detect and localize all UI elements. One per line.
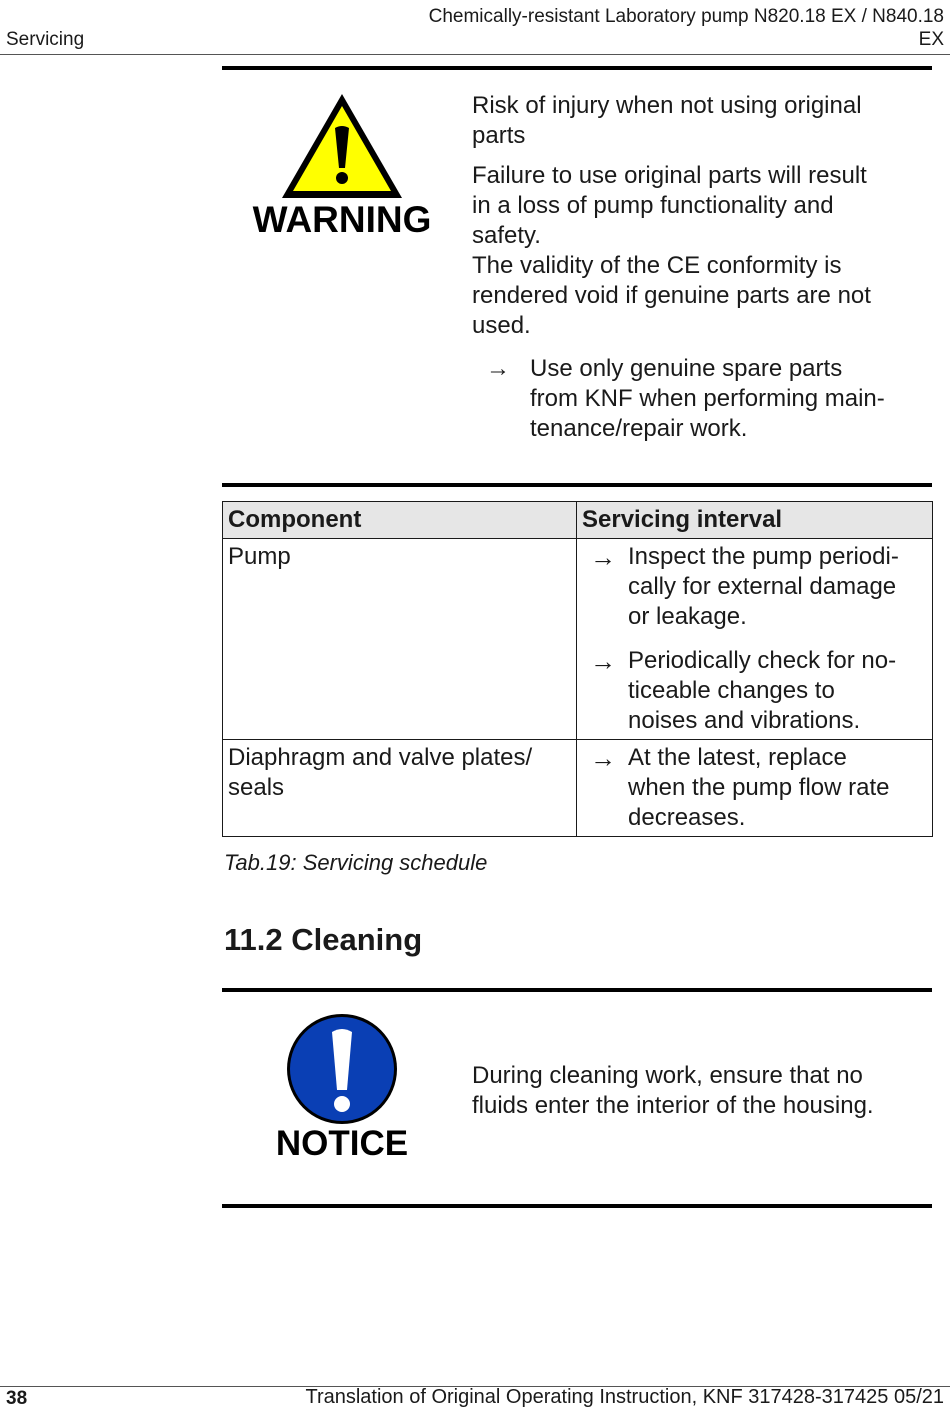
interval-line: decreases. xyxy=(628,804,746,831)
notice-label: NOTICE xyxy=(275,1124,409,1163)
table-header-row xyxy=(223,502,933,539)
warning-body-line: used. xyxy=(472,312,531,339)
component-cell xyxy=(223,539,577,740)
page-number: 38 xyxy=(6,1388,28,1409)
interval-cell xyxy=(577,539,933,740)
notice-body-line: During cleaning work, ensure that no xyxy=(472,1062,863,1089)
footer-text: Translation of Original Operating Instruction, KNF 317428-317425 05/21 xyxy=(305,1386,944,1408)
interval-line: when the pump flow rate xyxy=(628,774,890,801)
warning-label: WARNING xyxy=(252,199,432,240)
interval-line: cally for external damage xyxy=(628,573,897,600)
interval-line: Periodically check for no- xyxy=(628,647,897,674)
interval-item xyxy=(582,542,927,632)
interval-line: At the latest, replace xyxy=(628,744,847,771)
document-title-line1: Chemically-resistant Laboratory pump N820.18 EX / N840.18 xyxy=(428,6,944,27)
warning-action-line: from KNF when performing main- xyxy=(530,385,885,412)
warning-action-line: Use only genuine spare parts xyxy=(530,355,843,382)
section-heading: 11.2 Cleaning xyxy=(224,922,423,957)
arrow-icon: → xyxy=(590,743,616,773)
component-line: Diaphragm and valve plates/ xyxy=(228,744,533,771)
table-row xyxy=(223,539,933,740)
interval-line: noises and vibrations. xyxy=(628,707,861,734)
table-caption: Tab.19: Servicing schedule xyxy=(224,850,488,875)
table-row xyxy=(223,740,933,837)
section-name: Servicing xyxy=(6,29,85,50)
component-line: seals xyxy=(228,774,285,801)
warning-action xyxy=(530,354,930,444)
warning-title-line2: parts xyxy=(472,122,526,149)
warning-action-arrow-icon: → xyxy=(486,355,510,382)
arrow-icon: → xyxy=(590,542,616,572)
warning-title-line1: Risk of injury when not using original xyxy=(472,92,862,119)
component-line: Pump xyxy=(228,543,291,570)
notice-body-line: fluids enter the interior of the housing. xyxy=(472,1092,874,1119)
column-header-component: Component xyxy=(223,502,577,539)
warning-top-rule xyxy=(222,66,932,70)
servicing-schedule-table xyxy=(222,501,933,837)
interval-item xyxy=(582,743,927,833)
interval-cell xyxy=(577,740,933,837)
notice-top-rule xyxy=(222,988,932,992)
warning-triangle-icon xyxy=(278,90,406,207)
document-title xyxy=(344,5,944,51)
component-cell xyxy=(223,740,577,837)
notice-bottom-rule xyxy=(222,1204,932,1208)
warning-action-line: tenance/repair work. xyxy=(530,415,748,442)
warning-body xyxy=(472,161,932,341)
warning-bottom-rule xyxy=(222,483,932,487)
interval-line: Inspect the pump periodi- xyxy=(628,543,899,570)
interval-item xyxy=(582,646,927,736)
arrow-icon: → xyxy=(590,646,616,676)
header-divider xyxy=(0,54,950,55)
column-header-interval: Servicing interval xyxy=(577,502,933,539)
warning-body-line: The validity of the CE conformity is xyxy=(472,252,842,279)
warning-body-line: safety. xyxy=(472,222,541,249)
warning-body-line: in a loss of pump functionality and xyxy=(472,192,834,219)
warning-body-line: rendered void if genuine parts are not xyxy=(472,282,871,309)
notice-exclamation-icon xyxy=(285,1012,399,1131)
warning-title xyxy=(472,91,932,151)
document-title-line2: EX xyxy=(918,29,944,50)
interval-line: or leakage. xyxy=(628,603,747,630)
interval-line: ticeable changes to xyxy=(628,677,835,704)
notice-body xyxy=(472,1061,932,1121)
warning-body-line: Failure to use original parts will result xyxy=(472,162,867,189)
